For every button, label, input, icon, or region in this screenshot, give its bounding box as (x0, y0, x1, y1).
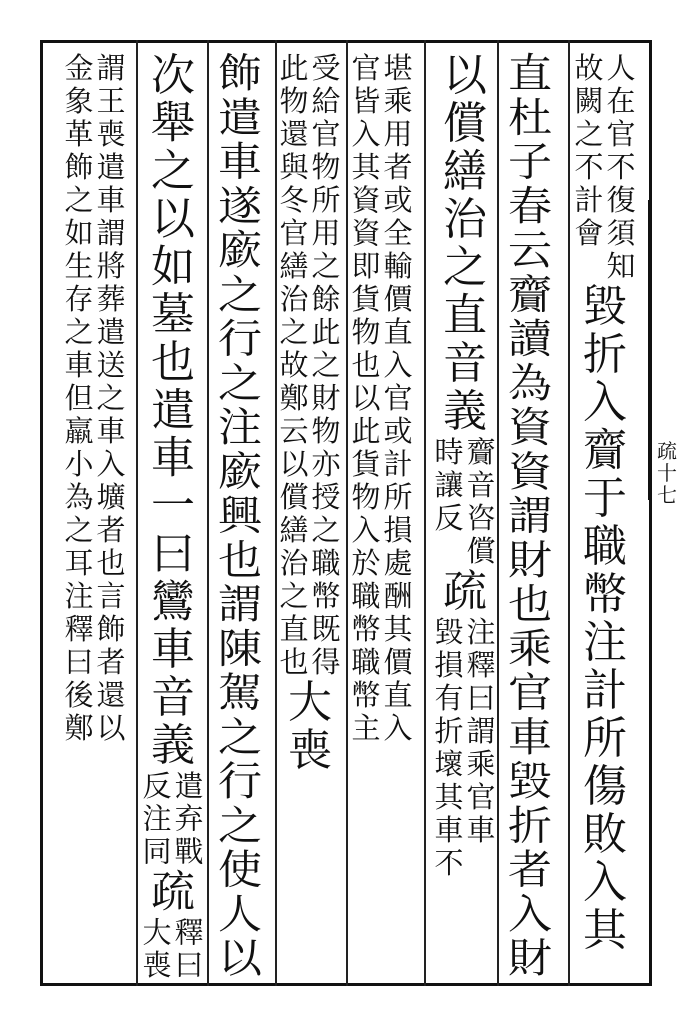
text-column (277, 52, 343, 775)
commentary-right: 受 給 官 物 所 用 之 餘 此 之 財 物 亦 授 之 職 幣 既 得 (311, 51, 341, 679)
main-text: 次 舉 之 以 如 墓 也 遣 車 一 曰 鸞 車 音 義 (151, 50, 195, 771)
commentary-pair (278, 52, 342, 679)
main-text: 飾 遣 車 遂 廞 之 行 之 注 廞 興 也 謂 陳 駕 之 行 之 使 人 以 (218, 50, 262, 983)
commentary-right: 謂 王 喪 遣 車 謂 將 葬 遣 送 之 車 入 壙 者 也 言 飾 者 還 以 (96, 51, 126, 745)
column-rule (207, 40, 209, 986)
text-column (349, 52, 415, 745)
commentary-left: 反 注 同 (142, 768, 172, 869)
side-label: 疏十七 (657, 439, 677, 507)
commentary-right: 人 在 官 不 復 須 知 (606, 51, 636, 283)
commentary-left: 金 象 革 飾 之 如 生 存 之 車 但 羸 小 為 之 耳 注 釋 曰 後 鄭 (64, 51, 94, 745)
text-column (207, 52, 273, 981)
main-text: 直 音 義 (443, 290, 487, 437)
commentary-right: 齎 音 咨 償 (466, 435, 496, 568)
commentary-pair (63, 52, 127, 745)
main-text: 直 杜 子 春 云 齎 讀 為 資 資 謂 財 也 乘 官 車 毀 折 者 入 財 (508, 50, 552, 983)
commentary-left: 故 闕 之 不 計 會 (574, 51, 604, 250)
commentary-right: 注 釋 曰 謂 乘 官 車 (466, 615, 496, 847)
commentary-left: 時 讓 反 (434, 435, 464, 535)
commentary-pair (141, 770, 205, 869)
column-rule (275, 40, 277, 986)
text-column (432, 52, 498, 880)
text-column (497, 52, 563, 981)
column-rule (497, 40, 499, 986)
commentary-pair (433, 616, 497, 880)
commentary-pair (350, 52, 414, 745)
text-column (140, 52, 206, 982)
commentary-right: 遣 弃 戰 (174, 768, 204, 869)
commentary-right: 堪 乘 用 者 或 全 輸 價 直 入 官 或 計 所 損 處 酬 其 價 直 入 (383, 51, 413, 745)
commentary-left: 官 皆 入 其 資 資 即 貨 物 也 以 此 貨 物 入 於 職 幣 職 幣 主 (351, 51, 381, 745)
commentary-pair (433, 436, 497, 568)
commentary-right: 釋 曰 (174, 915, 204, 983)
column-rule (136, 40, 138, 986)
commentary-left: 大 喪 (142, 915, 172, 983)
text-column (572, 52, 638, 955)
main-text: 疏 (151, 866, 195, 918)
commentary-left: 此 物 還 與 冬 官 繕 治 之 故 鄭 云 以 償 繕 治 之 直 也 (279, 51, 309, 679)
main-text: 以 償 繕 治 之 (443, 50, 487, 293)
text-column (62, 52, 128, 745)
commentary-pair (141, 916, 205, 982)
main-text: 大 喪 (288, 677, 332, 776)
commentary-pair (573, 52, 637, 283)
column-rule (346, 40, 348, 986)
main-text: 毀 折 入 齎 于 職 幣 注 計 所 傷 敗 入 其 (583, 281, 627, 956)
main-text: 疏 (443, 566, 487, 617)
column-rule (568, 40, 570, 986)
commentary-left: 毀 損 有 折 壞 其 車 不 (434, 615, 464, 880)
column-rule (424, 40, 426, 986)
